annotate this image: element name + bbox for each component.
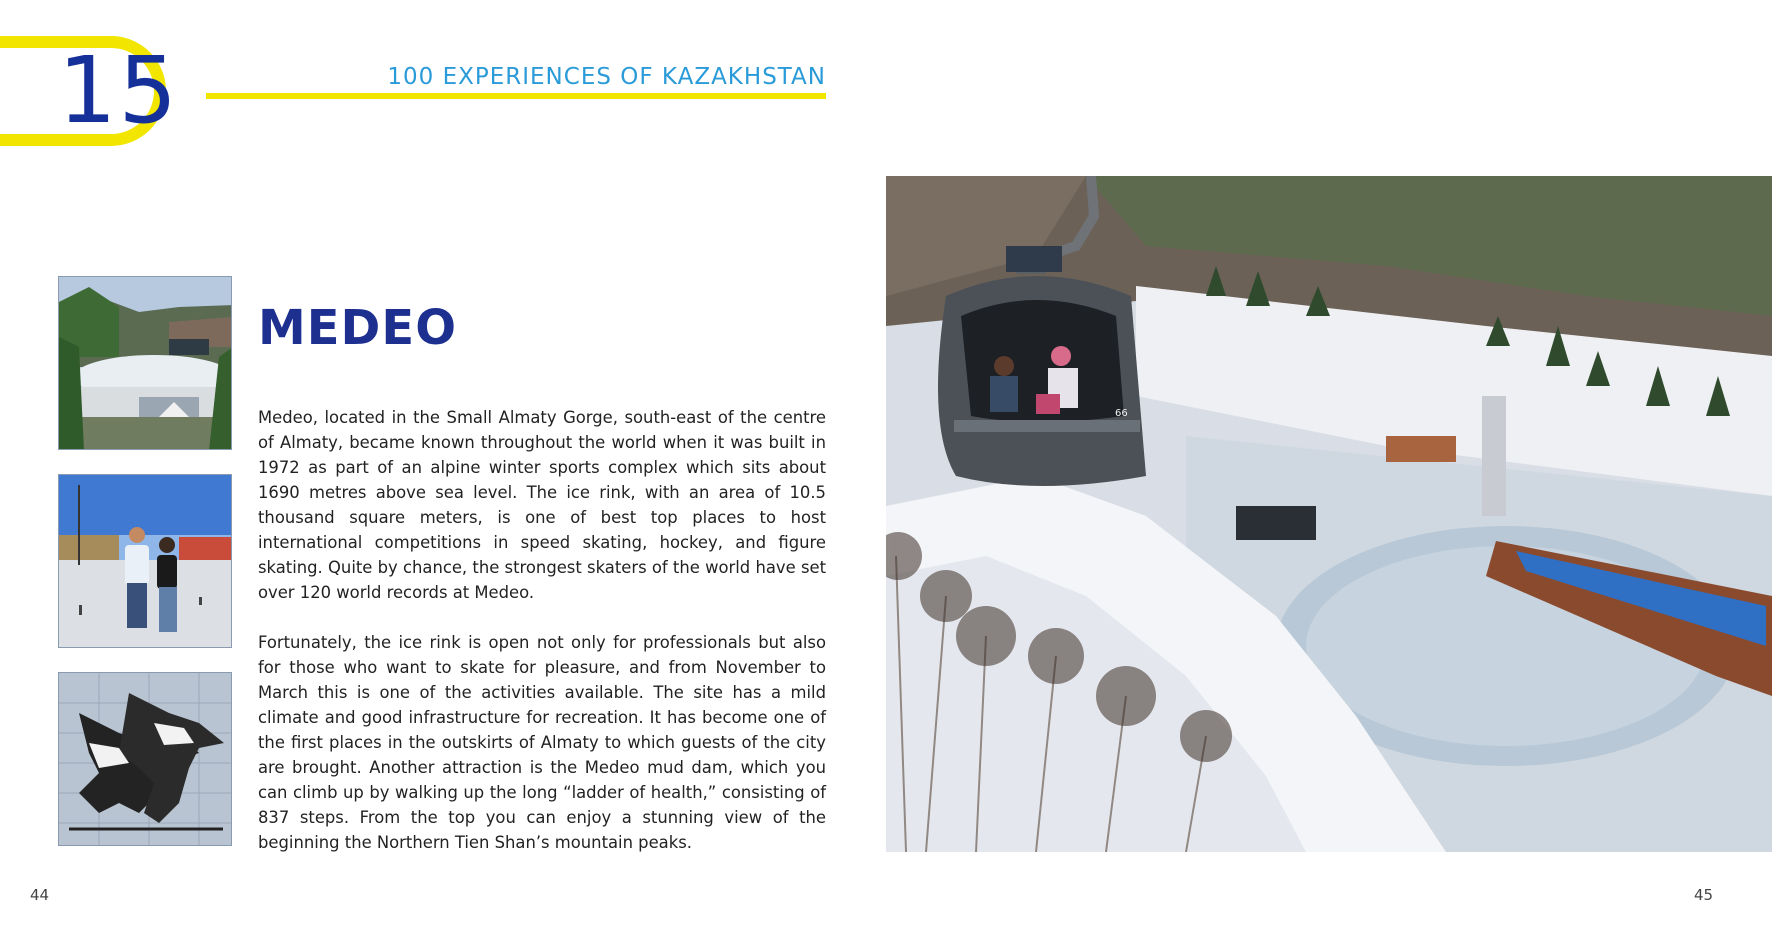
article-paragraph: Medeo, located in the Small Almaty Gorge, south-east of the centre of Almaty, became known throughout the world when it was built in 1972 as part of an alpine winter sports complex which sits about 1690 metres above sea level. The ice rink, with an area of 10.5 thousand square meters, is one of best top places to host international competitions in speed skating, hockey, and figure skating. Quite by chance, the strongest skaters of the world have set over 120 world records at Medeo. — [258, 408, 826, 602]
page-number-left: 44 — [30, 886, 50, 904]
medeo-gondola-photo — [886, 176, 1772, 852]
skaters-photo — [58, 474, 232, 648]
article-paragraph: Fortunately, the ice rink is open not only for professionals but also for those who want to skate for pleasure, and from November to March this is one of the activities available. The site has a mild climate and good infrastructure for recreation. It has become one of the first places in the outskirts of Almaty to which guests of the city are brought. Another attraction is the Medeo mud dam, which you can climb up by walking up the long “ladder of health,” consisting of 837 steps. From the top you can enjoy a stunning view of the beginning the Northern Tien Shan’s mountain peaks. — [258, 633, 826, 852]
chapter-number: 15 — [58, 37, 180, 144]
article-body — [258, 405, 826, 880]
article-title: MEDEO — [258, 300, 457, 356]
gondola-number: 66 — [1115, 408, 1128, 419]
skater-sculpture-photo — [58, 672, 232, 846]
page-number-right: 45 — [1694, 886, 1714, 904]
header-rule — [206, 93, 826, 99]
series-title: 100 EXPERIENCES OF KAZAKHSTAN — [387, 64, 826, 90]
rink-overview-photo — [58, 276, 232, 450]
